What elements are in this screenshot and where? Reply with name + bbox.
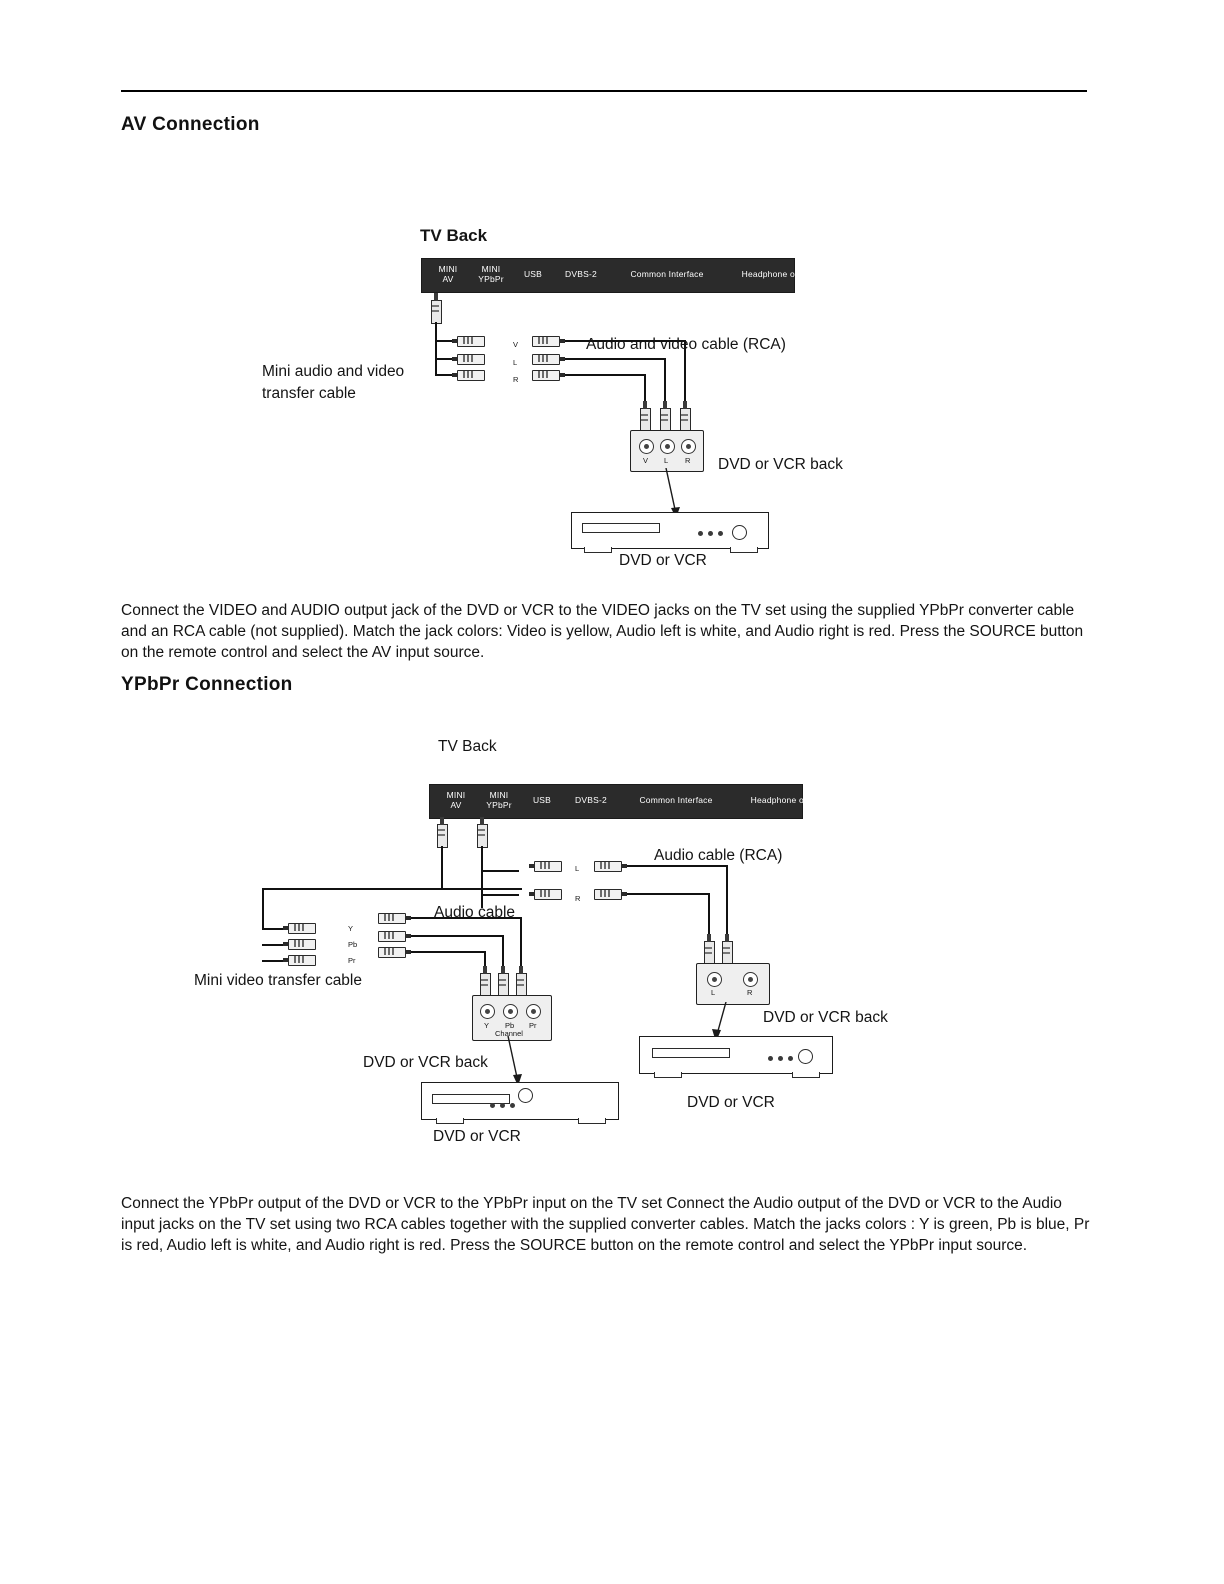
av-label-dvd-back: DVD or VCR back [718, 456, 843, 473]
ypbpr-wire-trunk-left [262, 888, 522, 890]
av-label-rca-cable: Audio and video cable (RCA) [586, 336, 786, 353]
ypbpr-audio-leg-label-l: L [575, 864, 580, 873]
av-port-usb: USB [523, 269, 543, 279]
av-jack-label-l: L [664, 456, 669, 465]
av-label-mini-cable-line2: transfer cable [262, 385, 356, 402]
ypbpr-jack-label-pb: Pb [505, 1021, 515, 1030]
ypbpr-video-rca-plug-pr [378, 947, 406, 958]
av-port-dvbs2: DVBS-2 [565, 269, 597, 279]
ypbpr-dvd-device-left [421, 1082, 619, 1120]
av-port-mini-ypbpr-line2: YPbPr [478, 274, 504, 284]
ypbpr-dvd-device-right [639, 1036, 833, 1074]
av-label-mini-cable-line1: Mini audio and video [262, 363, 405, 380]
ypbpr-label-dvd-right: DVD or VCR [687, 1094, 775, 1111]
ypbpr-connection-description: Connect the YPbPr output of the DVD or VCR to the YPbPr input on the TV set Connect the Audio output of the DVD or VCR to the Audio input jacks on the TV set using two RCA cables together with the supplied converter cables. Match the jacks colors : Y is green, Pb is blue, Pr is red, Audio left is white, and Audio right is red. Press the SOURCE button on the remote control and select the YPbPr input source. [121, 1195, 1090, 1254]
ypbpr-dvd-back-jackbox-right [696, 963, 770, 1005]
ypbpr-port-mini-av-line1: MINI [446, 790, 466, 800]
page-title-ypbpr-connection: YPbPr Connection [121, 674, 293, 695]
ypbpr-audio-rca-plug-l [594, 861, 622, 872]
ypbpr-dvd-back-jackbox-left [472, 995, 552, 1041]
ypbpr-port-mini-ypbpr-line1: MINI [489, 790, 509, 800]
ypbpr-wire-left-drop [262, 888, 264, 928]
av-leg-label-v: V [513, 340, 519, 349]
ypbpr-label-dvd-back-right: DVD or VCR back [763, 1009, 888, 1026]
ypbpr-converter-plug-pr [288, 955, 316, 966]
ypbpr-tv-back-label: TV Back [438, 738, 497, 755]
ypbpr-audio-rca-plug-r [594, 889, 622, 900]
ypbpr-wire-av-drop [441, 846, 443, 890]
ypbpr-port-dvbs2: DVBS-2 [575, 795, 607, 805]
ypbpr-audio-conv-plug-l [534, 861, 562, 872]
ypbpr-wire-ypbpr-drop [481, 846, 483, 908]
ypbpr-tv-back-panel [429, 784, 812, 819]
ypbpr-video-rca-plug-pb [378, 931, 406, 942]
ypbpr-jack-pr [526, 1004, 541, 1019]
page-title-av-connection: AV Connection [121, 114, 260, 135]
ypbpr-port-usb: USB [532, 795, 552, 805]
ypbpr-converter-plug-pb [288, 939, 316, 950]
ypbpr-label-audio-cable: Audio cable [434, 904, 516, 921]
ypbpr-label-audio-cable-rca: Audio cable (RCA) [654, 847, 783, 864]
ypbpr-port-common-interface: Common Interface [639, 795, 713, 805]
ypbpr-video-rca-plug-y [378, 913, 406, 924]
ypbpr-port-headphone-out: Headphone out [750, 795, 812, 805]
ypbpr-leg-label-pb: Pb [348, 940, 358, 949]
ypbpr-port-mini-av-line2: AV [450, 800, 462, 810]
ypbpr-label-dvd-back-left: DVD or VCR back [363, 1054, 488, 1071]
av-jack-label-r: R [685, 456, 691, 465]
ypbpr-label-dvd-left: DVD or VCR [433, 1128, 521, 1145]
ypbpr-audio-jack-label-r: R [747, 988, 753, 997]
ypbpr-audio-leg-label-r: R [575, 894, 581, 903]
ypbpr-video-wire-2 [411, 935, 503, 937]
ypbpr-audio-conv-plug-r [534, 889, 562, 900]
av-port-common-interface: Common Interface [630, 269, 704, 279]
ypbpr-audio-dvd-plug-r [722, 941, 733, 965]
ypbpr-port-mini-ypbpr-line2: YPbPr [486, 800, 512, 810]
av-port-mini-av-line1: MINI [438, 264, 458, 274]
ypbpr-dvd-plug-pb [498, 973, 509, 997]
ypbpr-audio-wire-in-2 [481, 894, 519, 896]
av-connection-description: Connect the VIDEO and AUDIO output jack of the DVD or VCR to the VIDEO jacks on the TV set using the supplied YPbPr converter cable and an RCA cable (not supplied). Match the jack colors: Video is yellow, Audio left is white, and Audio right is red. Press the SOURCE button on the remote control and select the AV input source. [121, 602, 1084, 661]
av-jack-label-v: V [643, 456, 649, 465]
av-port-mini-av-line2: AV [442, 274, 454, 284]
ypbpr-dvd-plug-y [480, 973, 491, 997]
ypbpr-jack-pb [503, 1004, 518, 1019]
ypbpr-mini-plug-ypbpr [477, 824, 488, 848]
ypbpr-mini-plug-av [437, 824, 448, 848]
ypbpr-label-mini-video-cable: Mini video transfer cable [194, 972, 362, 989]
ypbpr-audio-jack-l [707, 972, 722, 987]
ypbpr-pointer-arrow-left [488, 1036, 548, 1086]
ypbpr-audio-wire-out-1 [627, 865, 727, 867]
ypbpr-dvd-plug-pr [516, 973, 527, 997]
ypbpr-leg-label-pr: Pr [348, 956, 356, 965]
ypbpr-leg-label-y: Y [348, 924, 354, 933]
ypbpr-jack-label-channel: Channel [495, 1029, 523, 1038]
ypbpr-jack-y [480, 1004, 495, 1019]
ypbpr-jack-label-y: Y [484, 1021, 490, 1030]
ypbpr-audio-jack-r [743, 972, 758, 987]
ypbpr-video-wire-3 [411, 951, 485, 953]
ypbpr-audio-wire-out-2 [627, 893, 709, 895]
av-leg-label-r: R [513, 375, 519, 384]
ypbpr-audio-wire-in-1 [481, 870, 519, 872]
ypbpr-jack-label-pr: Pr [529, 1021, 537, 1030]
av-label-dvd: DVD or VCR [619, 552, 707, 569]
av-leg-label-l: L [513, 358, 518, 367]
av-port-mini-ypbpr-line1: MINI [481, 264, 501, 274]
ypbpr-audio-dvd-plug-l [704, 941, 715, 965]
ypbpr-converter-plug-y [288, 923, 316, 934]
av-port-headphone-out: Headphone out [741, 269, 803, 279]
ypbpr-audio-drop-1 [726, 865, 728, 943]
av-tv-back-label: TV Back [420, 226, 488, 245]
ypbpr-audio-jack-label-l: L [711, 988, 716, 997]
